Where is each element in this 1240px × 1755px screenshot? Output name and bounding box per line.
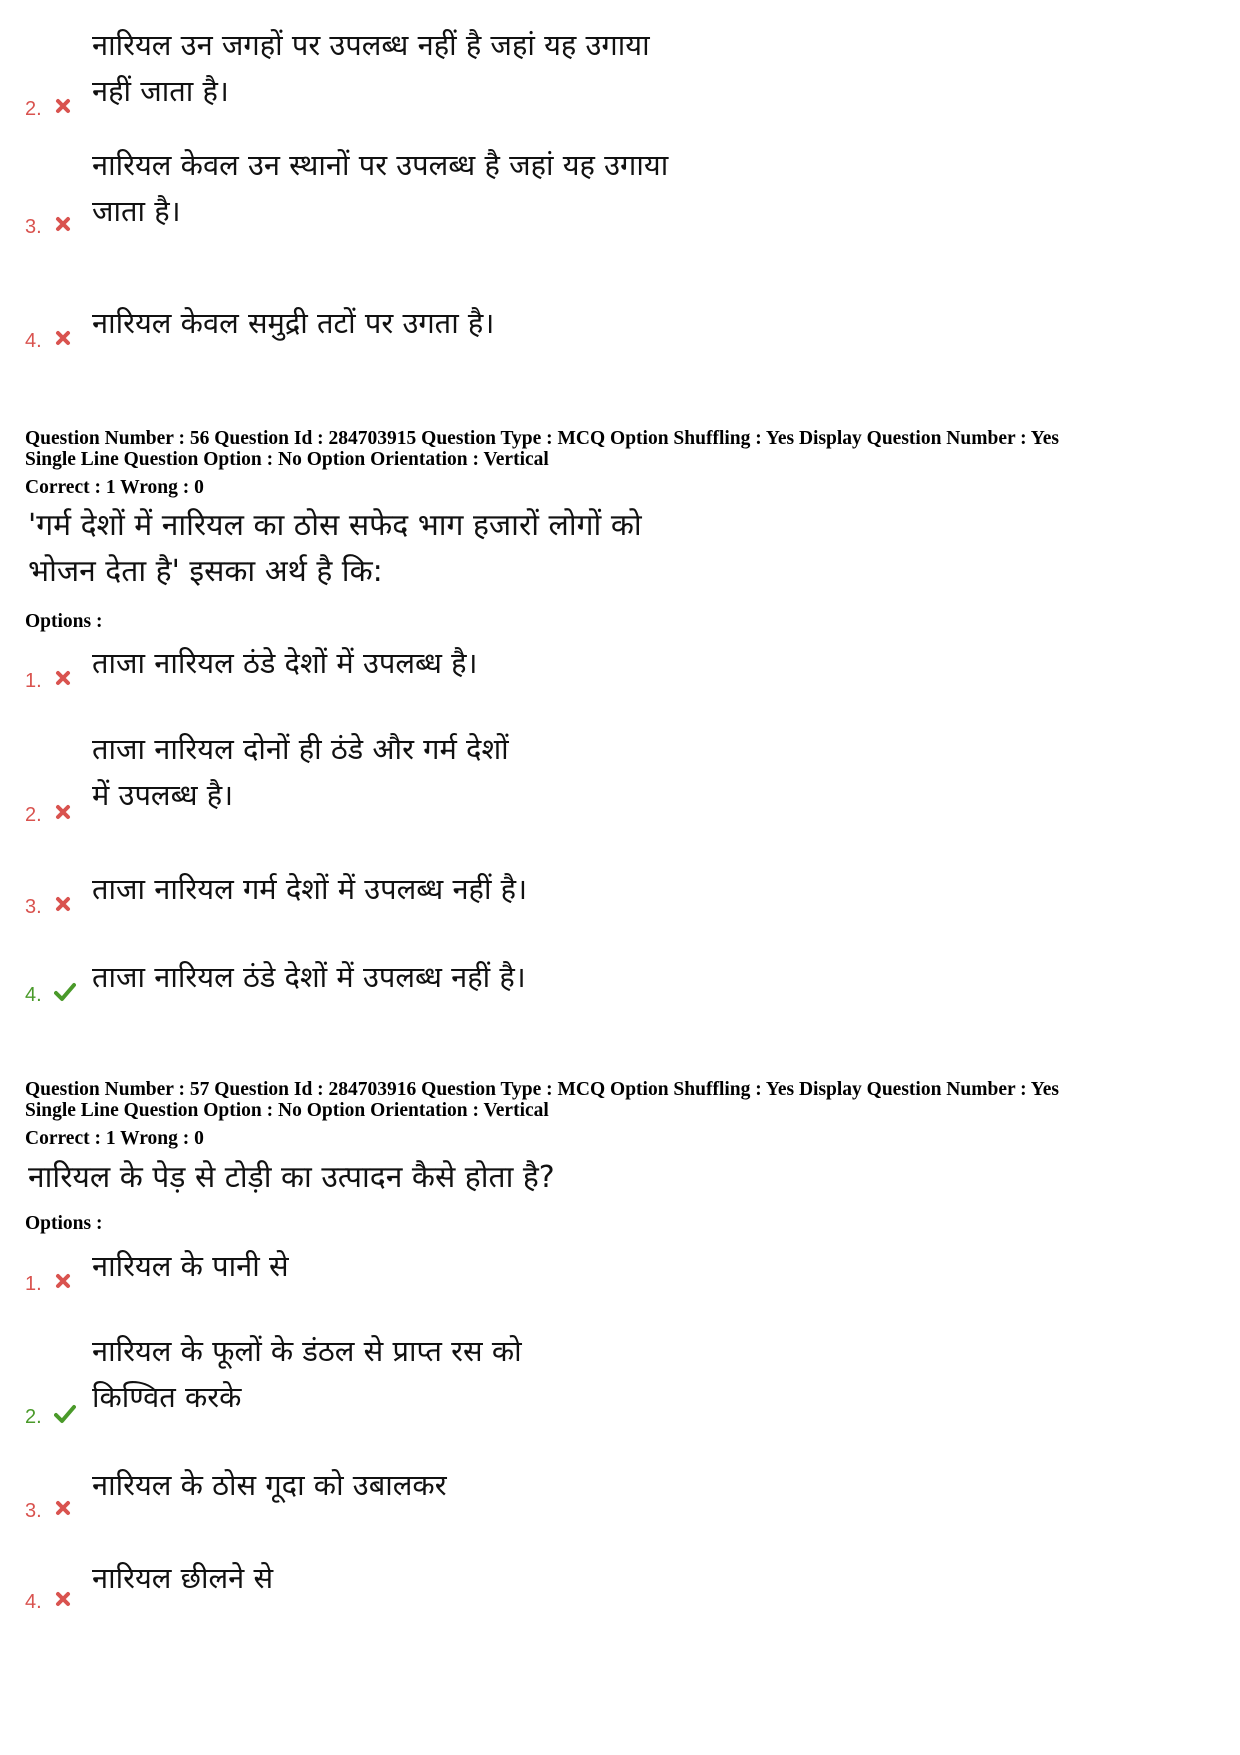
cross-icon bbox=[54, 803, 72, 821]
option-number: 4. bbox=[25, 330, 42, 352]
option-text: ताजा नारियल गर्म देशों में उपलब्ध नहीं है। bbox=[92, 872, 528, 906]
cross-icon bbox=[54, 895, 72, 913]
cross-icon bbox=[54, 215, 72, 233]
option-text: नारियल केवल समुद्री तटों पर उगता है। bbox=[92, 306, 495, 340]
question-meta-line2: Single Line Question Option : No Option Orientation : Vertical bbox=[25, 449, 549, 470]
option-number: 2. bbox=[25, 98, 42, 120]
option-number: 4. bbox=[25, 1591, 42, 1613]
option-number: 4. bbox=[25, 984, 42, 1006]
option-text: नारियल केवल उन स्थानों पर उपलब्ध है जहां यह उगाया जाता है। bbox=[92, 148, 669, 228]
prev-option-3 bbox=[0, 142, 1240, 238]
options-label: Options : bbox=[25, 611, 103, 632]
option-number: 2. bbox=[25, 1406, 42, 1428]
option-text: नारियल छीलने से bbox=[92, 1561, 274, 1595]
question-meta-line1: Question Number : 57 Question Id : 284703916 Question Type : MCQ Option Shuffling : Yes Display Question Number : Yes bbox=[25, 1079, 1059, 1100]
option-text: ताजा नारियल ठंडे देशों में उपलब्ध नहीं है। bbox=[92, 960, 526, 994]
cross-icon bbox=[54, 1590, 72, 1608]
option-number: 3. bbox=[25, 1500, 42, 1522]
cross-icon bbox=[54, 329, 72, 347]
option-number: 1. bbox=[25, 1273, 42, 1295]
check-icon bbox=[54, 1404, 76, 1424]
option-text: नारियल के पानी से bbox=[92, 1249, 289, 1283]
option-number: 2. bbox=[25, 804, 42, 826]
q56-option-2[interactable] bbox=[0, 726, 1240, 826]
prev-option-4 bbox=[0, 300, 1240, 350]
option-number: 3. bbox=[25, 896, 42, 918]
question-text: नारियल के पेड़ से टोड़ी का उत्पादन कैसे होता है? bbox=[28, 1160, 555, 1195]
option-number: 1. bbox=[25, 670, 42, 692]
q56-option-1[interactable] bbox=[0, 640, 1240, 690]
q56-option-3[interactable] bbox=[0, 866, 1240, 916]
check-icon bbox=[54, 982, 76, 1002]
question-meta-line2: Single Line Question Option : No Option Orientation : Vertical bbox=[25, 1100, 549, 1121]
marks-line: Correct : 1 Wrong : 0 bbox=[25, 1128, 204, 1149]
q57-option-1[interactable] bbox=[0, 1243, 1240, 1293]
q57-option-2[interactable] bbox=[0, 1328, 1240, 1428]
cross-icon bbox=[54, 1499, 72, 1517]
question-meta-line1: Question Number : 56 Question Id : 284703915 Question Type : MCQ Option Shuffling : Yes Display Question Number : Yes bbox=[25, 428, 1059, 449]
option-text: नारियल उन जगहों पर उपलब्ध नहीं है जहां यह उगाया नहीं जाता है। bbox=[92, 28, 650, 108]
cross-icon bbox=[54, 97, 72, 115]
cross-icon bbox=[54, 1272, 72, 1290]
option-text: ताजा नारियल दोनों ही ठंडे और गर्म देशों में उपलब्ध है। bbox=[92, 732, 509, 812]
marks-line: Correct : 1 Wrong : 0 bbox=[25, 477, 204, 498]
cross-icon bbox=[54, 669, 72, 687]
options-label: Options : bbox=[25, 1213, 103, 1234]
option-text: ताजा नारियल ठंडे देशों में उपलब्ध है। bbox=[92, 646, 478, 680]
option-text: नारियल के फूलों के डंठल से प्राप्त रस को किण्वित करके bbox=[92, 1334, 522, 1414]
q56-option-4[interactable] bbox=[0, 954, 1240, 1004]
q57-option-3[interactable] bbox=[0, 1462, 1240, 1522]
prev-option-2 bbox=[0, 22, 1240, 120]
q57-option-4[interactable] bbox=[0, 1555, 1240, 1613]
question-text: 'गर्म देशों में नारियल का ठोस सफेद भाग हजारों लोगों को भोजन देता है' इसका अर्थ है कि: bbox=[28, 508, 642, 589]
option-number: 3. bbox=[25, 216, 42, 238]
option-text: नारियल के ठोस गूदा को उबालकर bbox=[92, 1468, 447, 1502]
